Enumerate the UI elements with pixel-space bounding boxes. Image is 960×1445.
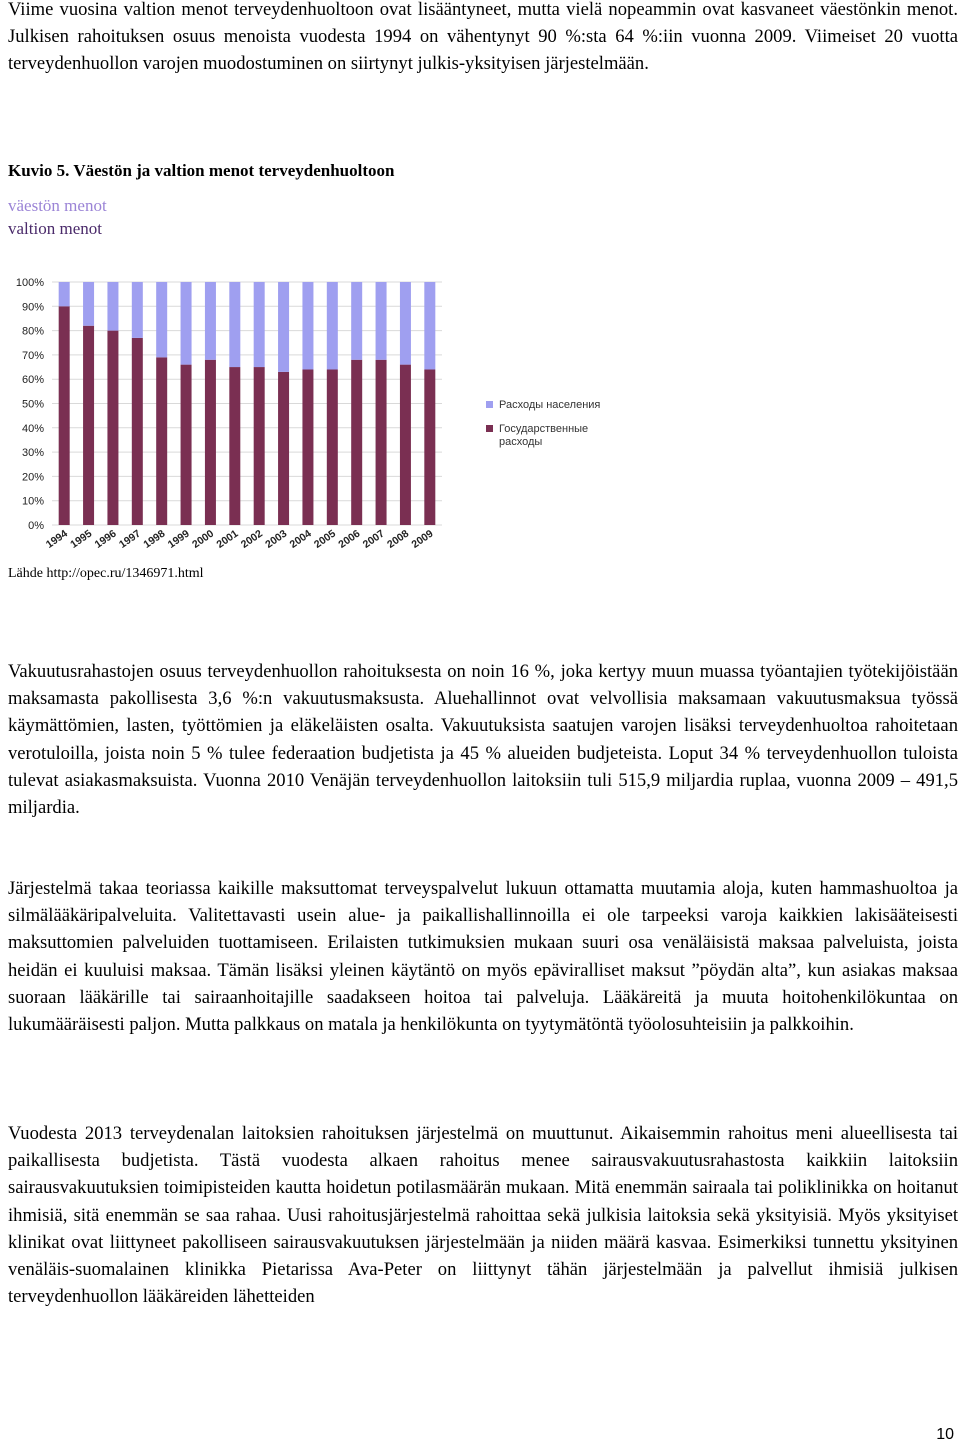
x-tick-label: 2009 [409,527,436,551]
bar-government-1998 [156,357,167,525]
x-tick-label: 2006 [336,527,363,551]
chart-legend [486,399,600,448]
bar-government-2006 [351,360,362,525]
legend-label-government-line1: Государственные [499,423,589,435]
bar-government-1997 [132,338,143,525]
bar-government-2002 [254,367,265,525]
bar-government-2001 [229,367,240,525]
chart-y-tick-labels [16,277,44,532]
x-tick-label: 2002 [238,527,265,551]
x-tick-label: 1999 [165,527,192,551]
bar-population-2005 [327,282,338,369]
bar-population-1997 [132,282,143,338]
y-tick-label: 30% [21,447,44,460]
bar-population-2001 [229,282,240,367]
y-tick-label: 80% [21,325,44,338]
bar-population-1999 [181,282,192,365]
x-tick-label: 1995 [68,527,95,551]
bar-government-2004 [302,369,313,525]
legend-label-population: Расходы населения [499,399,601,411]
intro-paragraph: Viime vuosina valtion menot terveydenhuoltoon ovat lisääntyneet, mutta vielä nopeammin ovat kasvaneet väestönkin menot. Julkisen rahoituksen osuus menoista vuodesta 1994 on vähentynyt 90 %:sta 64 %:iin vuonna 2009. Viimeiset 20 vuotta terveydenhuollon varojen muodostuminen on siirtynyt julkis-yksityisen järjestelmään. [8,0,958,75]
y-tick-label: 50% [21,398,44,411]
x-tick-label: 1994 [43,527,70,551]
x-tick-label: 1998 [141,527,168,551]
bar-population-2000 [205,282,216,360]
bar-government-1995 [83,326,94,525]
paragraph-1: Vakuutusrahastojen osuus terveydenhuollon rahoituksesta on noin 16 %, joka kertyy muun muassa työantajien työtekijöistään maksamasta pakollisesta 3,6 %:n vakuutusmaksusta. Aluehallinnot ovat velvollisia maksamaan vakuutusmaksua työssä käymättömien, lasten, työttömien ja eläkeläisten osalta. Vakuutuksista saatujen varojen lisäksi terveydenhuoltoa rahoitetaan verotuloilla, joista noin 5 % tulee federaation budjetista ja 45 % alueiden budjeteista. Loput 34 % terveydenhuollon tuloista tulevat asiakasmaksuista. Vuonna 2010 Venäjän terveydenhuollon laitoksiin tuli 515,9 miljardia ruplaa, vuonna 2009 – 491,5 miljardia. [8,661,958,819]
y-tick-label: 10% [21,495,44,508]
bar-population-2004 [302,282,313,369]
bar-population-1994 [59,282,70,306]
bar-population-2002 [254,282,265,367]
figure-caption: Kuvio 5. Väestön ja valtion menot terveydenhuoltoon [8,161,395,180]
bar-government-1994 [59,306,70,525]
legend-label-government-line2: расходы [499,436,543,448]
paragraph-3: Vuodesta 2013 terveydenalan laitoksien rahoituksen järjestelmä on muuttunut. Aikaisemmin rahoitus meni alueellisesta tai paikallisesta budjetista. Tästä vuodesta alkaen rahoitus menee sairausvakuutusrahastosta kaikkiin laitoksiin sairausvakuutuksien toimipisteiden kautta hoidetun potilasmäärän mukaan. Mitä enemmän sairaala tai poliklinikka on hoitanut ihmisiä, sitä enemmän se saa rahaa. Uusi rahoitusjärjestelmä rahoittaa sekä julkisia laitoksia sekä yksityisiä. Myös yksityiset klinikat ovat liittyneet pakolliseen sairausvakuutuksen järjestelmään ja niiden määrä kasvaa. Esimerkiksi tunnettu yksityinen venäläis-suomalainen klinikka Pietarissa Ava-Peter on liittynyt tähän järjestelmään ja palvellut ihmisiä julkisen terveydenhuollon lääkäreiden lähetteiden [8,1123,958,1308]
figure-source: Lähde http://opec.ru/1346971.html [8,566,204,581]
y-tick-label: 70% [21,349,44,362]
x-tick-label: 2007 [360,527,387,551]
y-tick-label: 90% [21,301,44,314]
legend-swatch-government [486,425,493,432]
x-tick-label: 2004 [287,527,314,551]
bar-population-2006 [351,282,362,360]
legend-swatch-population [486,401,493,408]
x-tick-label: 2003 [263,527,290,551]
bar-government-2003 [278,372,289,525]
figure-legend-line-2: valtion menot [8,219,102,238]
bar-population-1998 [156,282,167,357]
paragraph-2: Järjestelmä takaa teoriassa kaikille maksuttomat terveyspalvelut lukuun ottamatta muutamia aloja, kuten hammashuoltoa ja silmälääkäripalveluita. Valitettavasti usein alue- ja paikallishallinnoilla ei ole tarpeeksi varoja kaikkien lakisääteisesti maksuttomien palveluiden tuottamiseen. Erilaisten tutkimuksien mukaan suuri osa venäläisistä maksaa palveluista, joista heidän ei kuuluisi maksaa. Tämän lisäksi yleinen käytäntö on myös epäviralliset maksut ”pöydän alta”, kun asiakas maksaa suoraan lääkärille tai sairaanhoitajille saadakseen hoitoa tai palveluja. Lääkäreitä ja muuta hoitohenkilökuntaa on lukumääräisesti paljon. Mutta palkkaus on matala ja henkilökunta on tyytymätöntä työolosuhteisiin ja palkkoihin. [8,878,958,1036]
bar-government-2007 [376,360,387,525]
bar-population-2009 [424,282,435,369]
bar-population-1995 [83,282,94,326]
y-tick-label: 0% [28,520,44,532]
y-tick-label: 20% [21,471,44,484]
y-tick-label: 60% [21,374,44,387]
bar-population-2003 [278,282,289,372]
x-tick-label: 1996 [92,527,119,551]
y-tick-label: 40% [21,422,44,435]
chart-x-tick-labels [44,528,436,551]
x-tick-label: 2005 [312,527,339,551]
bar-government-2000 [205,360,216,525]
bar-population-2007 [376,282,387,360]
figure-legend-line-1: väestön menot [8,196,107,215]
bar-government-2009 [424,369,435,525]
bar-government-2008 [400,365,411,525]
bar-government-2005 [327,369,338,525]
x-tick-label: 2000 [190,527,217,551]
bar-government-1996 [107,331,118,525]
x-tick-label: 2008 [385,527,412,551]
page-number: 10 [936,1426,954,1443]
x-tick-label: 1997 [117,527,144,551]
bar-government-1999 [181,365,192,525]
bar-population-1996 [107,282,118,331]
y-tick-label: 100% [15,277,44,289]
x-tick-label: 2001 [214,527,241,551]
bar-population-2008 [400,282,411,365]
stacked-bar-chart [0,266,625,561]
